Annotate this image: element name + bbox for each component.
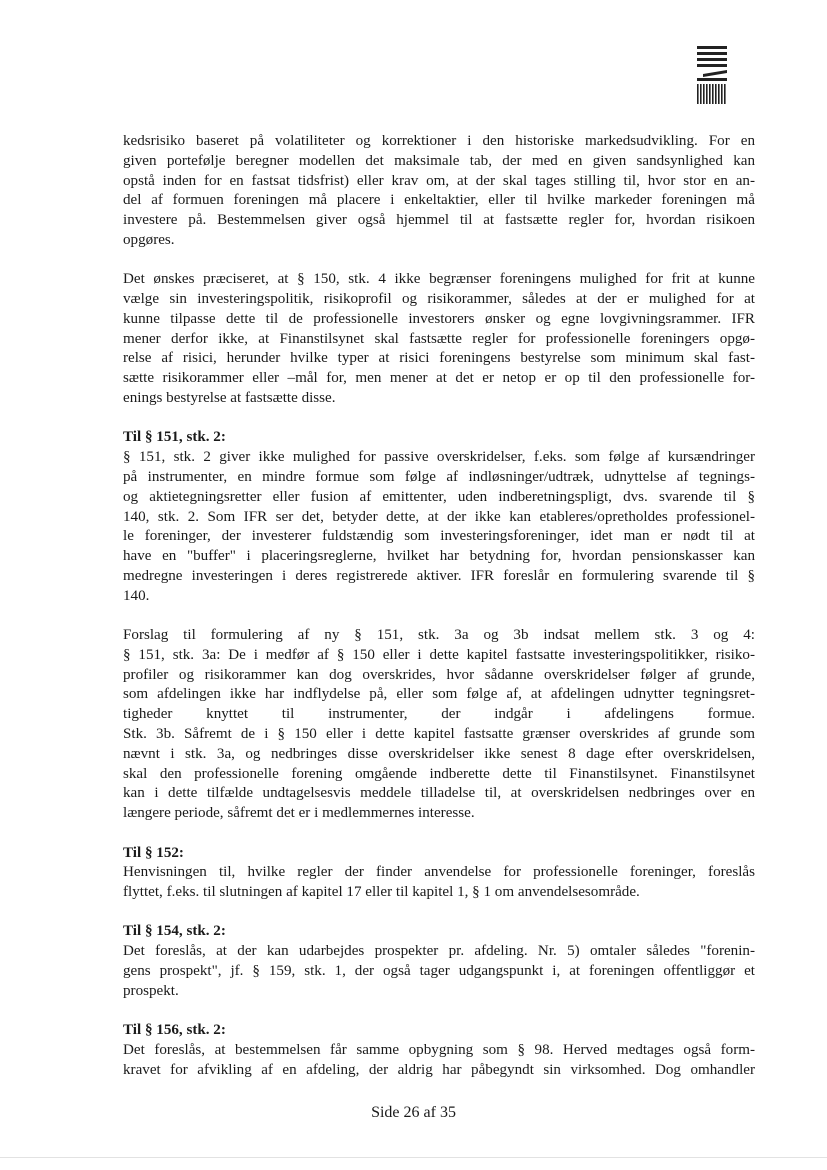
text-line: Stk. 3b. Såfremt de i § 150 eller i dette kapitel fastsatte grænser overskrides af grunde som bbox=[123, 726, 755, 743]
text-line: gens prospekt", jf. § 159, stk. 1, der også tager udgangspunkt i, at foreningen offentliggør et bbox=[123, 962, 755, 979]
text-line: mener derfor ikke, at Finanstilsynet skal fastsætte regler for professionelle foreningers opgø- bbox=[123, 330, 755, 347]
text-line: på instrumenter, en mindre formue som følge af indløsninger/udtræk, udnyttelse af tegnings- bbox=[123, 468, 755, 485]
text-line: kan i dette tilfælde undtagelsesvis meddele tilladelse til, at overskridelsen nedbringes over en bbox=[123, 785, 755, 802]
document-body bbox=[123, 132, 755, 1100]
text-line: opstå inden for en fastsat tidsfrist) eller krav om, at der skal tages stilling til, hvor stor en an- bbox=[123, 172, 755, 189]
paragraph bbox=[123, 428, 755, 606]
text-line: længere periode, såfremt det er i medlemmernes interesse. bbox=[123, 805, 475, 822]
paragraph bbox=[123, 132, 755, 251]
text-line: enings bestyrelse at fastsætte disse. bbox=[123, 390, 336, 407]
institution-logo-icon bbox=[697, 44, 727, 106]
text-line: profiler og risikorammer kan dog overskrides, hvor sådanne overskridelser følger af grunde, bbox=[123, 666, 755, 683]
text-line: kedsrisiko baseret på volatiliteter og korrektioner i den historiske markedsudvikling. For en bbox=[123, 133, 755, 149]
text-line: nævnt i stk. 3a, og nedbringes disse overskridelser ikke senest 8 dage efter overskridelsen, bbox=[123, 745, 755, 762]
text-line: Henvisningen til, hvilke regler der finder anvendelse for professionelle foreninger, foreslås bbox=[123, 864, 755, 881]
text-line: prospekt. bbox=[123, 982, 179, 999]
text-line: § 151, stk. 2 giver ikke mulighed for passive overskridelser, f.eks. som følge af kursændringer bbox=[123, 449, 755, 466]
text-line: Det ønskes præciseret, at § 150, stk. 4 ikke begrænser foreningens mulighed for frit at kunne bbox=[123, 271, 755, 288]
section-heading: Til § 151, stk. 2: bbox=[123, 429, 226, 446]
text-line: kunne tilpasse dette til de professionelle investorers ønsker og egne lovgivningsrammer. IFR bbox=[123, 310, 755, 327]
text-line: og aktietegningsretter eller fusion af emittenter, uden indberetningspligt, dvs. svarende til § bbox=[123, 488, 755, 505]
text-line: flyttet, f.eks. til slutningen af kapitel 17 eller til kapitel 1, § 1 om anvendelsesområde. bbox=[123, 884, 640, 901]
text-line: skal den professionelle forening omgående indberette dette til Finanstilsynet. Finanstilsynet bbox=[123, 765, 755, 782]
paragraph bbox=[123, 922, 755, 1001]
text-line: del af formuen foreningen må placere i enkeltaktier, eller til hvilke markeder foreningen må bbox=[123, 192, 755, 209]
text-line: given portefølje beregner modellen det maksimale tab, der med en given sandsynlighed kan bbox=[123, 152, 755, 169]
paragraph bbox=[123, 844, 755, 903]
text-line: 140. bbox=[123, 587, 150, 604]
text-line: opgøres. bbox=[123, 231, 175, 248]
text-line: le foreninger, der investerer fuldstændig som investeringsforeninger, idet man er nødt til at bbox=[123, 528, 755, 545]
text-line: Det foreslås, at bestemmelsen får samme opbygning som § 98. Herved medtages også form- bbox=[123, 1041, 755, 1058]
page-number: Side 26 af 35 bbox=[371, 1104, 456, 1121]
text-line: medregne investeringen i deres registrerede aktiver. IFR foreslår en formulering svarende til § bbox=[123, 567, 755, 584]
section-heading: Til § 156, stk. 2: bbox=[123, 1022, 226, 1039]
text-line: relse af risici, herunder hvilke typer at risici foreningens bestyrelse som minimum skal fast- bbox=[123, 350, 755, 367]
text-line: Forslag til formulering af ny § 151, stk. 3a og 3b indsat mellem stk. 3 og 4: bbox=[123, 627, 755, 644]
text-line: vælge sin investeringspolitik, risikoprofil og risikorammer, således at der er mulighed for at bbox=[123, 291, 755, 308]
text-line: 140, stk. 2. Som IFR ser det, betyder dette, at der ikke kan etableres/opretholdes professionel- bbox=[123, 508, 755, 525]
section-heading: Til § 154, stk. 2: bbox=[123, 923, 226, 940]
text-line: tigheder knyttet til instrumenter, der indgår i afdelingens formue. bbox=[123, 706, 755, 723]
paragraph bbox=[123, 270, 755, 409]
paragraph bbox=[123, 626, 755, 824]
section-heading: Til § 152: bbox=[123, 844, 184, 861]
text-line: sætte risikorammer eller –mål for, men mener at det er netop er op til den professionelle for- bbox=[123, 370, 755, 387]
text-line: som afdelingen ikke har indflydelse på, eller som følge af, at afdelingen udnytter tegningsret- bbox=[123, 686, 755, 703]
text-line: have en "buffer" i placeringsreglerne, hvilket har betydning for, hvordan pensionskasser kan bbox=[123, 548, 755, 565]
text-line: kravet for afvikling af en afdeling, der aldrig har påbegyndt sin virksomhed. Dog omhandler bbox=[123, 1061, 755, 1078]
text-line: Det foreslås, at der kan udarbejdes prospekter pr. afdeling. Nr. 5) omtaler således "forenin- bbox=[123, 943, 755, 960]
bottom-divider bbox=[0, 1157, 827, 1158]
paragraph bbox=[123, 1021, 755, 1080]
text-line: investere på. Bestemmelsen giver også hjemmel til at fastsætte regler for, hvordan risikoen bbox=[123, 212, 755, 229]
text-line: § 151, stk. 3a: De i medfør af § 150 eller i dette kapitel fastsatte investeringspolitikker, risiko- bbox=[123, 646, 755, 663]
